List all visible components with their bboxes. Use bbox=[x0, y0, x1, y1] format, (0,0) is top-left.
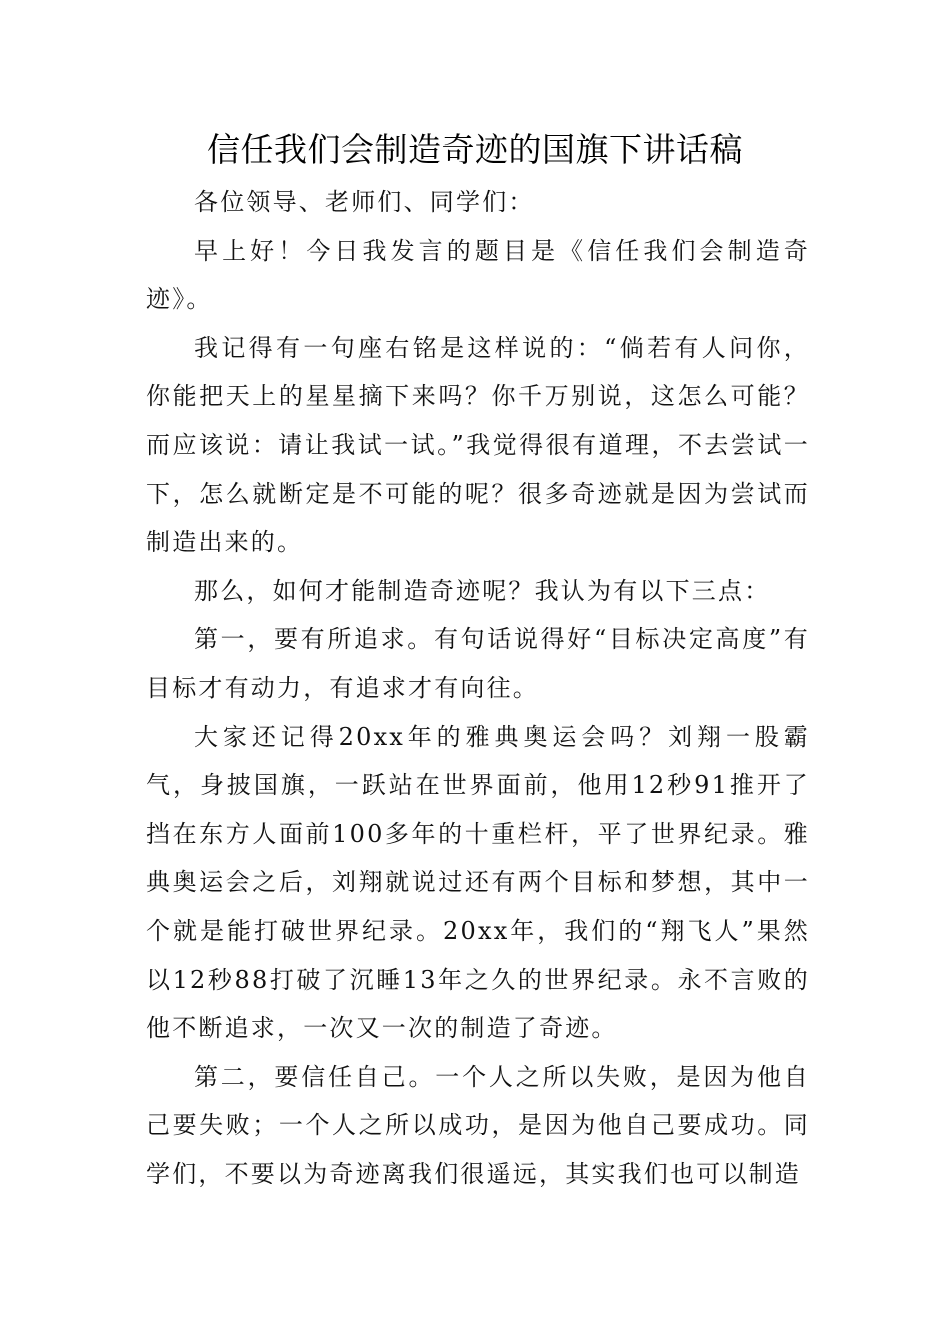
document-body bbox=[146, 178, 810, 1198]
salutation-paragraph: 各位领导、老师们、同学们： bbox=[194, 188, 535, 216]
greeting-paragraph: 早上好！今日我发言的题目是《信任我们会制造奇迹》。 bbox=[146, 236, 810, 314]
question-paragraph: 那么，如何才能制造奇迹呢？我认为有以下三点： bbox=[194, 576, 771, 605]
point-two-paragraph: 第二，要信任自己。一个人之所以失败，是因为他自己要失败；一个人之所以成功，是因为他自己要成功。同学们，不要以为奇迹离我们很遥远，其实我们也可以制造 bbox=[146, 1062, 810, 1188]
motto-paragraph: 我记得有一句座右铭是这样说的：“倘若有人问你，你能把天上的星星摘下来吗？你千万别说，这怎么可能？而应该说：请让我试一试。”我觉得很有道理，不去尝试一下，怎么就断定是不可能的呢？很多奇迹就是因为尝试而制造出来的。 bbox=[146, 333, 810, 557]
example-paragraph: 大家还记得20xx年的雅典奥运会吗？刘翔一股霸气，身披国旗，一跃站在世界面前，他用12秒91推开了挡在东方人面前100多年的十重栏杆，平了世界纪录。雅典奥运会之后，刘翔就说过还有两个目标和梦想，其中一个就是能打破世界纪录。20xx年，我们的“翔飞人”果然以12秒88打破了沉睡13年之久的世界纪录。永不言败的他不断追求，一次又一次的制造了奇迹。 bbox=[146, 722, 810, 1043]
document-title: 信任我们会制造奇迹的国旗下讲话稿 bbox=[207, 130, 743, 169]
point-one-paragraph: 第一，要有所追求。有句话说得好“目标决定高度”有目标才有动力，有追求才有向往。 bbox=[146, 625, 810, 702]
